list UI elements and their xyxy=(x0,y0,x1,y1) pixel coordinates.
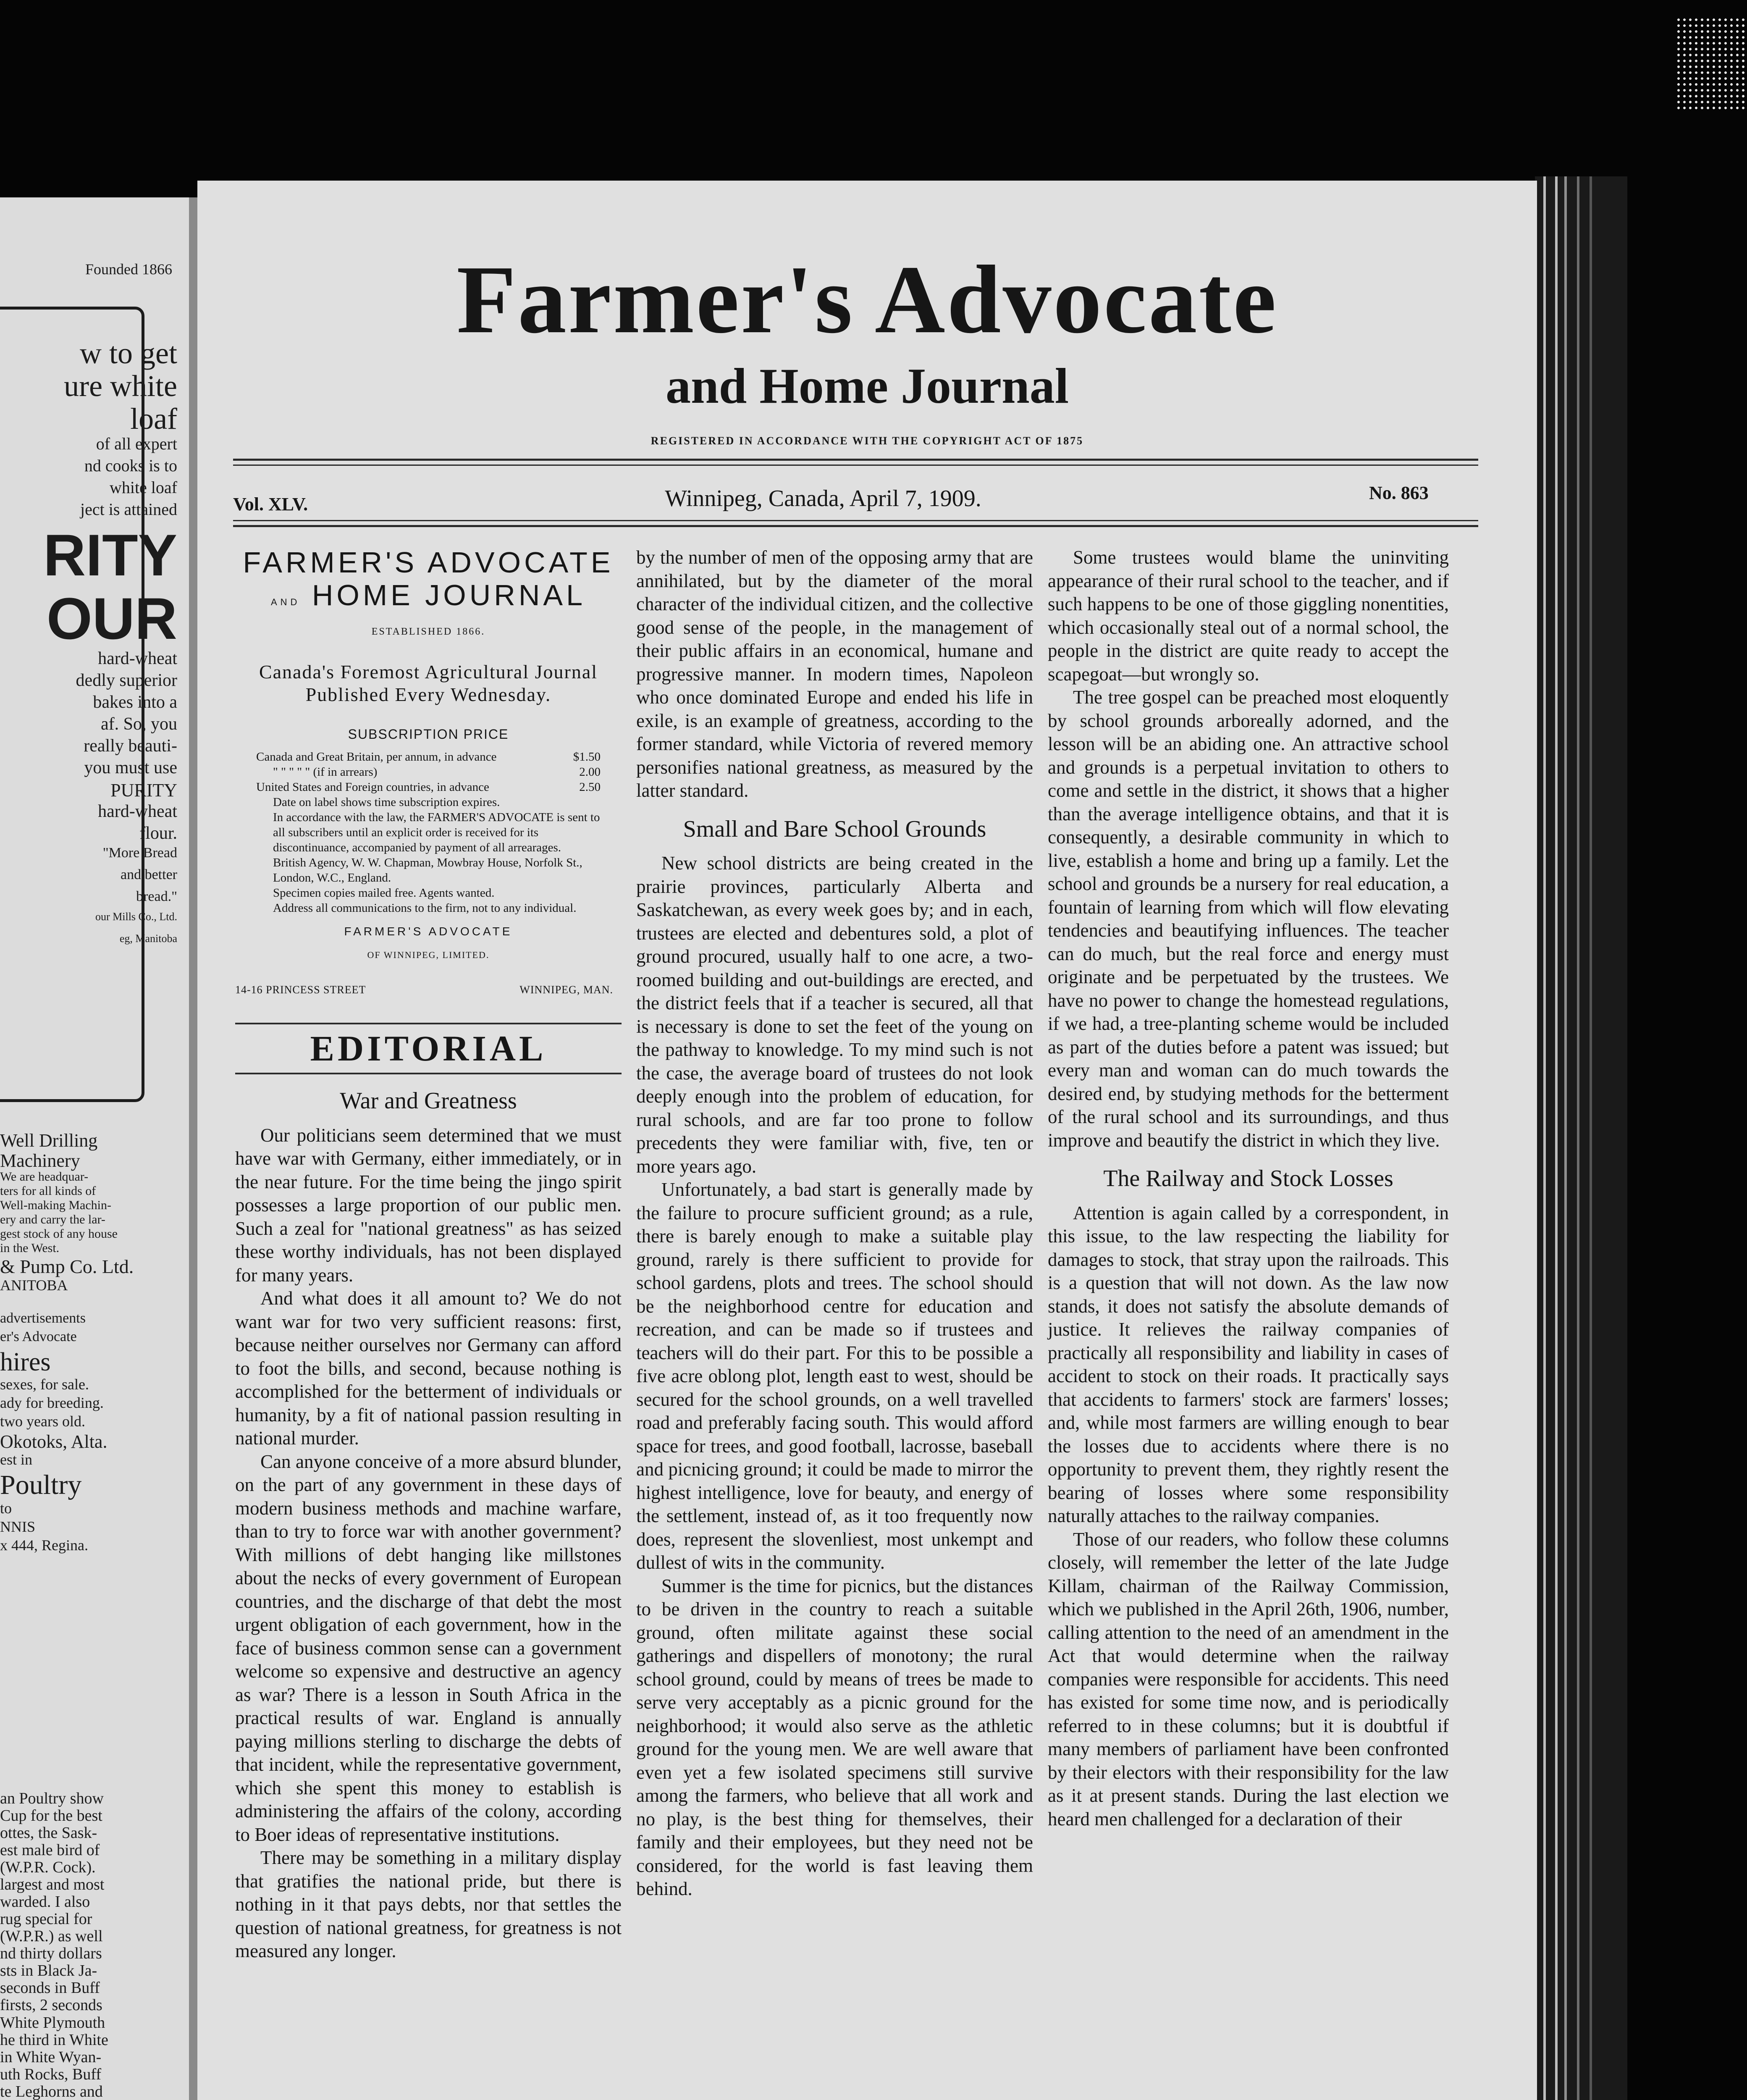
book-gutter xyxy=(189,197,198,2100)
ad3-lines-line: to xyxy=(0,1499,12,1517)
masthead-rule-top-thin xyxy=(233,465,1478,466)
ad2-lines-line: ery and carry the lar- xyxy=(0,1213,105,1227)
ad2-lines-line: & Pump Co. Ltd. xyxy=(0,1256,134,1278)
war-paragraph-1: Our politicians seem determined that we must have war with Germany, either immediately, or in the near future. For the time being the jingo spirit possesses a large proportion of our public men. Such a zeal for "national greatness" as has seized these worthy individuals, has not been displayed for many years. xyxy=(235,1124,622,1286)
ad-lines-line: RITY xyxy=(43,522,177,588)
school-paragraph-4: Some trustees would blame the uninviting appearance of their rural school to the teacher, and if such happens to be one of those giggling nonentities, which occasionally steal out of a normal school, the people in the district are quite ready to accept the scapegoat—but wrongly so. xyxy=(1048,547,1449,685)
masthead-rule-bottom xyxy=(233,525,1478,527)
ad4-lines-line: est male bird of xyxy=(0,1841,100,1859)
publication-and: AND xyxy=(270,597,301,607)
ad-lines-line: really beauti- xyxy=(84,736,177,756)
ad-lines-line: nd cooks is to xyxy=(84,456,177,475)
dateline: Winnipeg, Canada, April 7, 1909. xyxy=(665,486,981,512)
masthead-rule-bottom-thin xyxy=(233,520,1478,521)
address-note: Address all communications to the firm, not to any individual. xyxy=(273,901,577,915)
ad4-lines-line: Cup for the best xyxy=(0,1807,102,1825)
publication-info-box xyxy=(235,546,622,706)
war-paragraph-5: by the number of men of the opposing army that are annihilated, but by the diameter of the moral character of the individual citizen, and the collective good sense of the people, in the management of their public affairs in an economical, humane and progressive manner. In modern times, Napoleon who once dominated Europe and ended his life in exile, is an example of greatness, according to the former standard, while Victoria of revered memory personifies national greatness, as measured by the latter standard. xyxy=(636,547,1033,801)
editorial-heading: EDITORIAL xyxy=(235,1023,622,1075)
ad3-lines-line: NNIS xyxy=(0,1518,36,1535)
page-edge-stack xyxy=(1535,176,1627,2100)
school-paragraph-1: New school districts are being created in the prairie provinces, particularly Alberta and Saskatchewan, as every week goes by; and in each, trustees are elected and debentures sold, a plot of ground procured, usually half to one acre, a two-roomed building and out-buildings are erected, and the district feels that if a teacher is secured, all that is necessary is done to set the feet of the young on the pathway to knowledge. To my mind such is not the case, the average board of trustees do not look deeply enough into the problem of education, for rural schools, and are far too prone to follow precedents they were familiar with, five, ten or more years ago. xyxy=(636,853,1033,1177)
ad-lines-line: hard-wheat xyxy=(98,648,177,668)
ad3-lines-line: ady for breeding. xyxy=(0,1394,104,1411)
ad4-lines-line: sts in Black Ja- xyxy=(0,1962,97,1980)
ad4-lines-line: uth Rocks, Buff xyxy=(0,2065,102,2083)
ad4-lines-line: he third in White xyxy=(0,2031,108,2049)
ad-lines-line: of all expert xyxy=(96,434,177,454)
ad4-lines-line: te Leghorns and xyxy=(0,2082,103,2100)
label-note: Date on label shows time subscription expires. xyxy=(273,795,500,809)
ad3-lines-line: advertisements xyxy=(0,1310,86,1326)
railway-paragraph-1: Attention is again called by a correspondent, in this issue, to the law respecting the liability for damages to stock, that stray upon the railroads. This is a question that will not down. As the law now stands, it does not satisfy the absolute demands of justice. It relieves the railway companies of practically all responsibility and liability in cases of accident to stock on their roads. It practically says that accidents to farmers' stock are farmers' losses; and, while most farmers are willing enough to bear the losses due to accidents where there is no opportunity to prevent them, they rightly resent the bearing of losses where some responsibility naturally attaches to the railway companies. xyxy=(1048,1202,1449,1526)
ad4-lines-line: nd thirty dollars xyxy=(0,1945,102,1963)
ad4-lines-line: (W.P.R.) as well xyxy=(0,1927,103,1945)
war-paragraph-3: Can anyone conceive of a more absurd blunder, on the part of any government in these days of modern business methods and machine warfare, than to try to force war with another government? With millions of debt hanging like millstones about the necks of every government of European countries, and the discharge of that debt the most urgent obligation of each government, how in the face of business common sense can a government welcome so expensive and destructive an agency as war? There is a lesson in South Africa in the practical results of war. England is annually paying millions sterling to discharge the debts of that incident, while the representative government, which she spent this money to establish is administering the affairs of the colony, according to Boer ideas of representative institutions. xyxy=(235,1451,622,1845)
ad-lines-line: ject is attained xyxy=(80,500,177,519)
article-heading-railway: The Railway and Stock Losses xyxy=(1103,1166,1393,1192)
ad-lines-line: "More Bread xyxy=(102,845,177,861)
ad2-lines-line: Well Drilling xyxy=(0,1130,98,1151)
street-address: 14-16 PRINCESS STREET xyxy=(235,984,366,996)
ad3-lines-line: sexes, for sale. xyxy=(0,1376,89,1393)
ad4-lines-line: in White Wyan- xyxy=(0,2048,102,2066)
ad2-lines-line: Machinery xyxy=(0,1150,80,1171)
ad2-lines-line: Well-making Machin- xyxy=(0,1198,112,1213)
copyright-notice: REGISTERED IN ACCORDANCE WITH THE COPYRIGHT ACT OF 1875 xyxy=(651,435,1084,447)
war-paragraph-4: There may be something in a military display that gratifies the national pride, but there is nothing in it that pays debts, nor that settles the question of national greatness, for greatness is not measured any longer. xyxy=(235,1847,622,1961)
ad2-lines-line: in the West. xyxy=(0,1241,60,1255)
ad-lines-line: PURITY xyxy=(110,780,177,801)
article-heading-school: Small and Bare School Grounds xyxy=(683,816,986,842)
tagline-2: Published Every Wednesday. xyxy=(305,683,551,705)
ad-lines-line: our Mills Co., Ltd. xyxy=(95,910,177,923)
article-heading-war: War and Greatness xyxy=(340,1088,517,1114)
ad-lines-line: loaf xyxy=(130,402,177,436)
ad3-lines-line: Poultry xyxy=(0,1470,82,1501)
masthead-title: Farmer's Advocate xyxy=(456,246,1278,354)
publisher-subtitle: OF WINNIPEG, LIMITED. xyxy=(367,949,490,960)
tagline-1: Canada's Foremost Agricultural Journal xyxy=(259,661,598,682)
ad-lines-line: hard-wheat xyxy=(98,801,177,821)
ad-lines-line: bakes into a xyxy=(93,692,177,712)
masthead-rule-top xyxy=(233,459,1478,461)
ad4-lines-line: an Poultry show xyxy=(0,1790,104,1807)
school-paragraph-5: The tree gospel can be preached most eloquently by school grounds arboreally adorned, and the lesson will be an abiding one. An attractive school and grounds is a perpetual invitation to others to come and settle in the district, it shows that a higher than the average intelligence obtains, and that it is consequently, a desirable community in which to live, establish a home and bring up a family. Let the school and grounds be a nursery for real education, a fountain of learning from which will flow elevating tendencies and beautifying influences. The teacher can do much, but the real force and energy must originate and be perpetuated by the trustees. We have no power to change the homestead regulations, if we had, a tree-planting scheme would be included as part of the duties before a patent was issued; but every man and woman can do much towards the desired end, by studying methods for the betterment of the rural school and its surroundings, and thus improve and beautify the district in which they live. xyxy=(1048,687,1449,1151)
ad-lines-line: OUR xyxy=(46,585,177,652)
price-us: 2.50 xyxy=(579,780,601,794)
ad-lines-line: you must use xyxy=(84,758,177,777)
price-arrears: 2.00 xyxy=(579,765,601,779)
subscription-price-title: SUBSCRIPTION PRICE xyxy=(348,726,509,742)
price-arrears-label: " " " " " (if in arrears) xyxy=(273,765,378,779)
masthead-subtitle: and Home Journal xyxy=(665,358,1069,414)
ad3-lines-line: x 444, Regina. xyxy=(0,1536,88,1554)
ad3-lines-line: two years old. xyxy=(0,1412,85,1430)
ad-lines-line: dedly superior xyxy=(76,670,177,690)
specimen-note: Specimen copies mailed free. Agents wanted. xyxy=(273,886,495,900)
price-canada-label: Canada and Great Britain, per annum, in advance xyxy=(256,750,497,764)
ad-lines-line: af. So, you xyxy=(101,714,177,734)
ad4-lines-line: ottes, the Sask- xyxy=(0,1824,97,1842)
price-canada: $1.50 xyxy=(573,750,601,764)
ad4-lines-line: White Plymouth xyxy=(0,2013,105,2032)
ad2-lines-line: ANITOBA xyxy=(0,1276,68,1294)
school-paragraph-3: Summer is the time for picnics, but the distances to be driven in the country to reach a suitable ground, often militate against these social gatherings and dispellers of monotony; the rural school ground, could by means of trees be made to serve very acceptably as a picnic ground for the neighborhood; it would also serve as the athletic ground for the young men. We are well aware that even yet a few isolated specimens still survive among the farmers, who believe that all work and no play, is the best thing for themselves, their family and their employees, but they need not be considered, for the world is fast leaving them behind. xyxy=(636,1575,1033,1899)
ad4-lines-line: rug special for xyxy=(0,1910,92,1928)
ad-lines-line: flour. xyxy=(139,823,177,843)
subscription-details xyxy=(235,749,622,916)
british-agency: British Agency, W. W. Chapman, Mowbray House, Norfolk St., London, W.C., England. xyxy=(273,856,582,885)
war-paragraph-2: And what does it all amount to? We do not want war for two very sufficient reasons: first, because neither ourselves nor Germany can afford to foot the bills, and second, because nothing is accomplished for the betterment of individuals or humanity, by a fit of national passion resulting in national murder. xyxy=(235,1288,622,1449)
ad3-lines-line: Okotoks, Alta. xyxy=(0,1431,108,1452)
volume-number: Vol. XLV. xyxy=(233,494,308,514)
ad4-lines-line: warded. I also xyxy=(0,1893,90,1911)
ad-lines-line: bread." xyxy=(136,888,177,904)
established-year: ESTABLISHED 1866. xyxy=(371,626,485,637)
scan-background-pattern xyxy=(1676,17,1747,109)
publisher-name: FARMER'S ADVOCATE xyxy=(344,925,513,938)
publication-name-line2: HOME JOURNAL xyxy=(312,579,586,612)
column-3 xyxy=(1048,546,1449,1831)
newspaper-page xyxy=(197,181,1537,2100)
ad-lines-line: white loaf xyxy=(109,478,177,497)
ad3-lines-line: hires xyxy=(0,1348,51,1376)
ad2-lines-line: gest stock of any house xyxy=(0,1227,118,1241)
ad-lines-line: w to get xyxy=(80,336,177,370)
ad-lines-line: ure white xyxy=(64,369,177,403)
issue-number: No. 863 xyxy=(1369,483,1429,503)
publication-name-line1: FARMER'S ADVOCATE xyxy=(243,546,614,579)
law-note: In accordance with the law, the FARMER'S ADVOCATE is sent to all subscribers until an explicit order is received for its discontinuance, accompanied by payment of all arrearages. xyxy=(273,811,600,854)
ad-lines-line: and better xyxy=(121,866,177,882)
ad-lines-line: eg, Manitoba xyxy=(119,932,177,945)
price-us-label: United States and Foreign countries, in advance xyxy=(256,780,489,794)
column-1 xyxy=(235,546,622,1963)
column-2 xyxy=(636,546,1033,1901)
school-paragraph-2: Unfortunately, a bad start is generally made by the failure to procure sufficient ground; as a rule, there is barely enough to make a suitable play ground, rarely is there sufficient to provide for school gardens, plots and trees. The school should be the neighborhood centre for education and recreation, and can be made so if trustees and teachers will do their part. For this to be possible a five acre oblong plot, length east to west, should be secured for the school grounds, on a well travelled road and preferably facing south. This would afford space for trees, and good football, lacrosse, baseball and picnicing ground; it could be made to mirror the highest intelligence, love for beauty, and energy of the settlement, instead of, as it too frequently now does, represent the slovenliest, most unkempt and dullest of wits in the community. xyxy=(636,1179,1033,1573)
ad3-lines-line: est in xyxy=(0,1451,32,1468)
ad3-lines-line: er's Advocate xyxy=(0,1329,77,1344)
publisher-address xyxy=(235,978,622,1002)
ad4-lines-line: largest and most xyxy=(0,1876,105,1894)
railway-paragraph-2: Those of our readers, who follow these columns closely, will remember the letter of the late Judge Killam, chairman of the Railway Commission, which we published in the April 26th, 1906, number, calling attention to the need of an amendment in the Act that would determine when the railway companies were responsible for accidents. This need has existed for some time now, and is periodically referred to in these columns; but it is doubtful if many members of parliament have been confronted by their electors with their responsibility for the law as it at present stands. During the last election we heard men challenged for a declaration of their xyxy=(1048,1528,1449,1830)
left-facing-page xyxy=(0,197,189,2100)
ad2-lines-line: ters for all kinds of xyxy=(0,1184,96,1198)
ad4-lines-line: seconds in Buff xyxy=(0,1979,100,1997)
ad2-lines-line: We are headquar- xyxy=(0,1170,89,1184)
ad4-lines-line: firsts, 2 seconds xyxy=(0,1996,102,2014)
left-page-founded: Founded 1866 xyxy=(85,261,172,278)
ad4-lines-line: (W.P.R. Cock). xyxy=(0,1858,96,1877)
city-address: WINNIPEG, MAN. xyxy=(519,984,613,996)
